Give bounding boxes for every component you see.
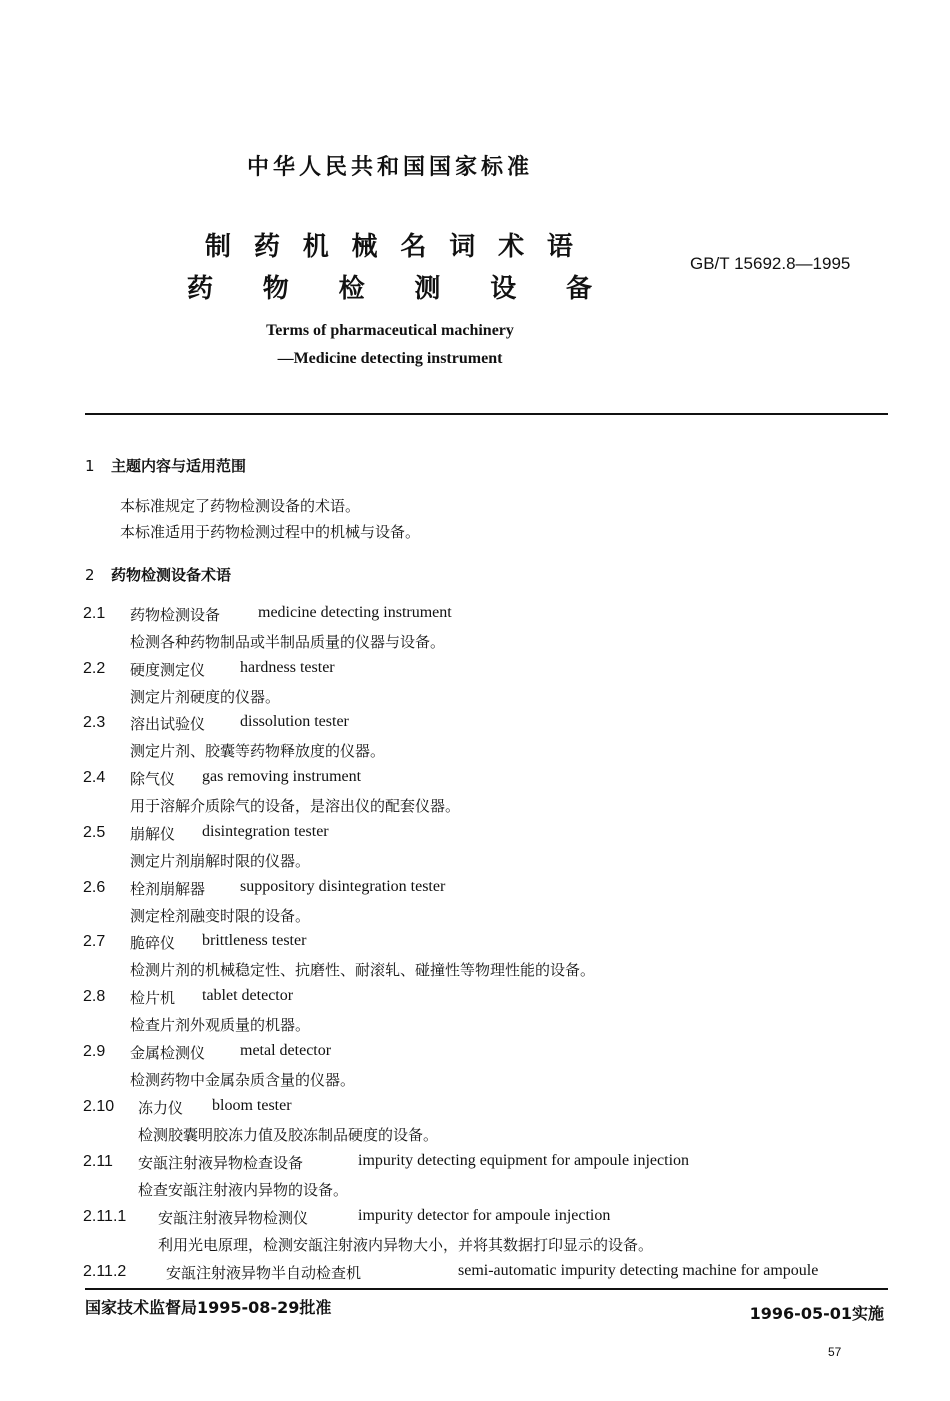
standard-number: GB/T 15692.8—1995 <box>690 254 851 273</box>
term-chinese: 冻力仪 <box>138 1099 184 1117</box>
term-number: 2.2 <box>83 660 106 677</box>
term-english: tablet detector <box>202 987 294 1004</box>
term-row <box>83 987 294 1007</box>
term-english: hardness tester <box>240 659 335 676</box>
title-char: 物 <box>262 274 289 304</box>
term-chinese: 栓剂崩解器 <box>130 880 206 898</box>
term-chinese: 除气仪 <box>130 770 176 788</box>
term-number: 2.9 <box>83 1043 106 1060</box>
term-definition: 测定栓剂融变时限的设备。 <box>130 907 311 925</box>
term-english: impurity detecting equipment for ampoule injection <box>358 1152 690 1169</box>
term-english: semi-automatic impurity detecting machine for ampoule <box>458 1262 819 1279</box>
term-row <box>83 768 362 788</box>
term-chinese: 安瓿注射液异物半自动检查机 <box>166 1264 362 1282</box>
term-english: metal detector <box>240 1042 332 1059</box>
term-row <box>83 1207 611 1227</box>
term-chinese: 安瓿注射液异物检查设备 <box>138 1154 304 1172</box>
title-char: 设 <box>490 274 517 304</box>
term-row <box>83 1262 819 1282</box>
term-number: 2.8 <box>83 988 106 1005</box>
approval-date: 国家技术监督局1995-08-29批准 <box>85 1298 332 1317</box>
term-english: gas removing instrument <box>202 768 362 785</box>
term-number: 2.11.1 <box>83 1208 127 1225</box>
term-definition: 检测胶囊明胶冻力值及胶冻制品硬度的设备。 <box>138 1126 439 1144</box>
term-english: impurity detector for ampoule injection <box>358 1207 611 1224</box>
term-row <box>83 823 329 843</box>
term-english: disintegration tester <box>202 823 329 840</box>
term-definition: 检测片剂的机械稳定性、抗磨性、耐滚轧、碰撞性等物理性能的设备。 <box>130 961 596 979</box>
term-row <box>83 932 307 952</box>
title-char: 制 <box>205 232 232 262</box>
term-english: suppository disintegration tester <box>240 878 446 895</box>
term-row <box>83 659 335 679</box>
footer-divider <box>85 1288 888 1290</box>
title-char: 械 <box>351 232 378 262</box>
term-english: dissolution tester <box>240 713 349 730</box>
title-char: 测 <box>414 274 441 304</box>
term-english: brittleness tester <box>202 932 307 949</box>
term-number: 2.6 <box>83 879 106 896</box>
title-char: 词 <box>449 232 476 262</box>
term-row <box>83 878 446 898</box>
chinese-title-line-1 <box>205 226 573 263</box>
term-definition: 检查片剂外观质量的机器。 <box>130 1016 311 1034</box>
term-definition: 检查安瓿注射液内异物的设备。 <box>138 1181 349 1199</box>
section-2-title: 药物检测设备术语 <box>111 566 232 584</box>
chinese-title-line-2 <box>187 268 592 305</box>
term-chinese: 脆碎仪 <box>130 934 176 952</box>
title-char: 备 <box>565 274 592 304</box>
page-number: 57 <box>828 1345 842 1359</box>
term-chinese: 溶出试验仪 <box>130 715 206 733</box>
title-char: 术 <box>498 232 525 262</box>
implementation-date: 1996-05-01实施 <box>749 1304 884 1323</box>
section-1-paragraph-2: 本标准适用于药物检测过程中的机械与设备。 <box>120 523 421 541</box>
term-number: 2.10 <box>83 1098 115 1115</box>
term-row <box>83 604 452 624</box>
term-definition: 测定片剂、胶囊等药物释放度的仪器。 <box>130 742 386 760</box>
title-char: 名 <box>400 232 427 262</box>
section-2-number: 2 <box>85 566 95 584</box>
term-row <box>83 1152 690 1172</box>
term-number: 2.11 <box>83 1153 113 1170</box>
term-chinese: 药物检测设备 <box>130 606 221 624</box>
term-number: 2.7 <box>83 933 106 950</box>
term-row <box>83 1097 292 1117</box>
section-1-paragraph-1: 本标准规定了药物检测设备的术语。 <box>120 497 361 515</box>
section-1-number: 1 <box>85 457 95 475</box>
term-chinese: 安瓿注射液异物检测仪 <box>158 1209 309 1227</box>
title-char: 药 <box>187 274 214 304</box>
national-standard-heading: 中华人民共和国国家标准 <box>246 155 533 180</box>
term-definition: 检测药物中金属杂质含量的仪器。 <box>130 1071 356 1089</box>
section-1-heading <box>85 455 246 476</box>
term-number: 2.1 <box>83 605 106 622</box>
term-number: 2.5 <box>83 824 106 841</box>
term-number: 2.3 <box>83 714 106 731</box>
term-chinese: 硬度测定仪 <box>130 661 206 679</box>
title-char: 机 <box>302 232 329 262</box>
term-row <box>83 1042 332 1062</box>
term-definition: 检测各种药物制品或半制品质量的仪器与设备。 <box>130 633 446 651</box>
term-chinese: 崩解仪 <box>130 825 176 843</box>
term-number: 2.11.2 <box>83 1263 127 1280</box>
title-char: 药 <box>253 232 280 262</box>
section-1-title: 主题内容与适用范围 <box>111 457 247 475</box>
term-definition: 利用光电原理，检测安瓿注射液内异物大小，并将其数据打印显示的设备。 <box>158 1236 654 1254</box>
title-char: 检 <box>338 274 365 304</box>
term-definition: 用于溶解介质除气的设备，是溶出仪的配套仪器。 <box>130 797 461 815</box>
term-chinese: 检片机 <box>130 989 176 1007</box>
term-english: bloom tester <box>212 1097 292 1114</box>
header-divider <box>85 413 888 415</box>
english-title-line-2: —Medicine detecting instrument <box>277 350 503 367</box>
term-definition: 测定片剂硬度的仪器。 <box>130 688 281 706</box>
term-english: medicine detecting instrument <box>258 604 452 621</box>
section-2-heading <box>85 564 231 585</box>
term-chinese: 金属检测仪 <box>130 1044 206 1062</box>
term-number: 2.4 <box>83 769 106 786</box>
english-title-line-1: Terms of pharmaceutical machinery <box>266 322 514 339</box>
title-char: 语 <box>546 232 573 262</box>
term-row <box>83 713 349 733</box>
term-definition: 测定片剂崩解时限的仪器。 <box>130 852 311 870</box>
